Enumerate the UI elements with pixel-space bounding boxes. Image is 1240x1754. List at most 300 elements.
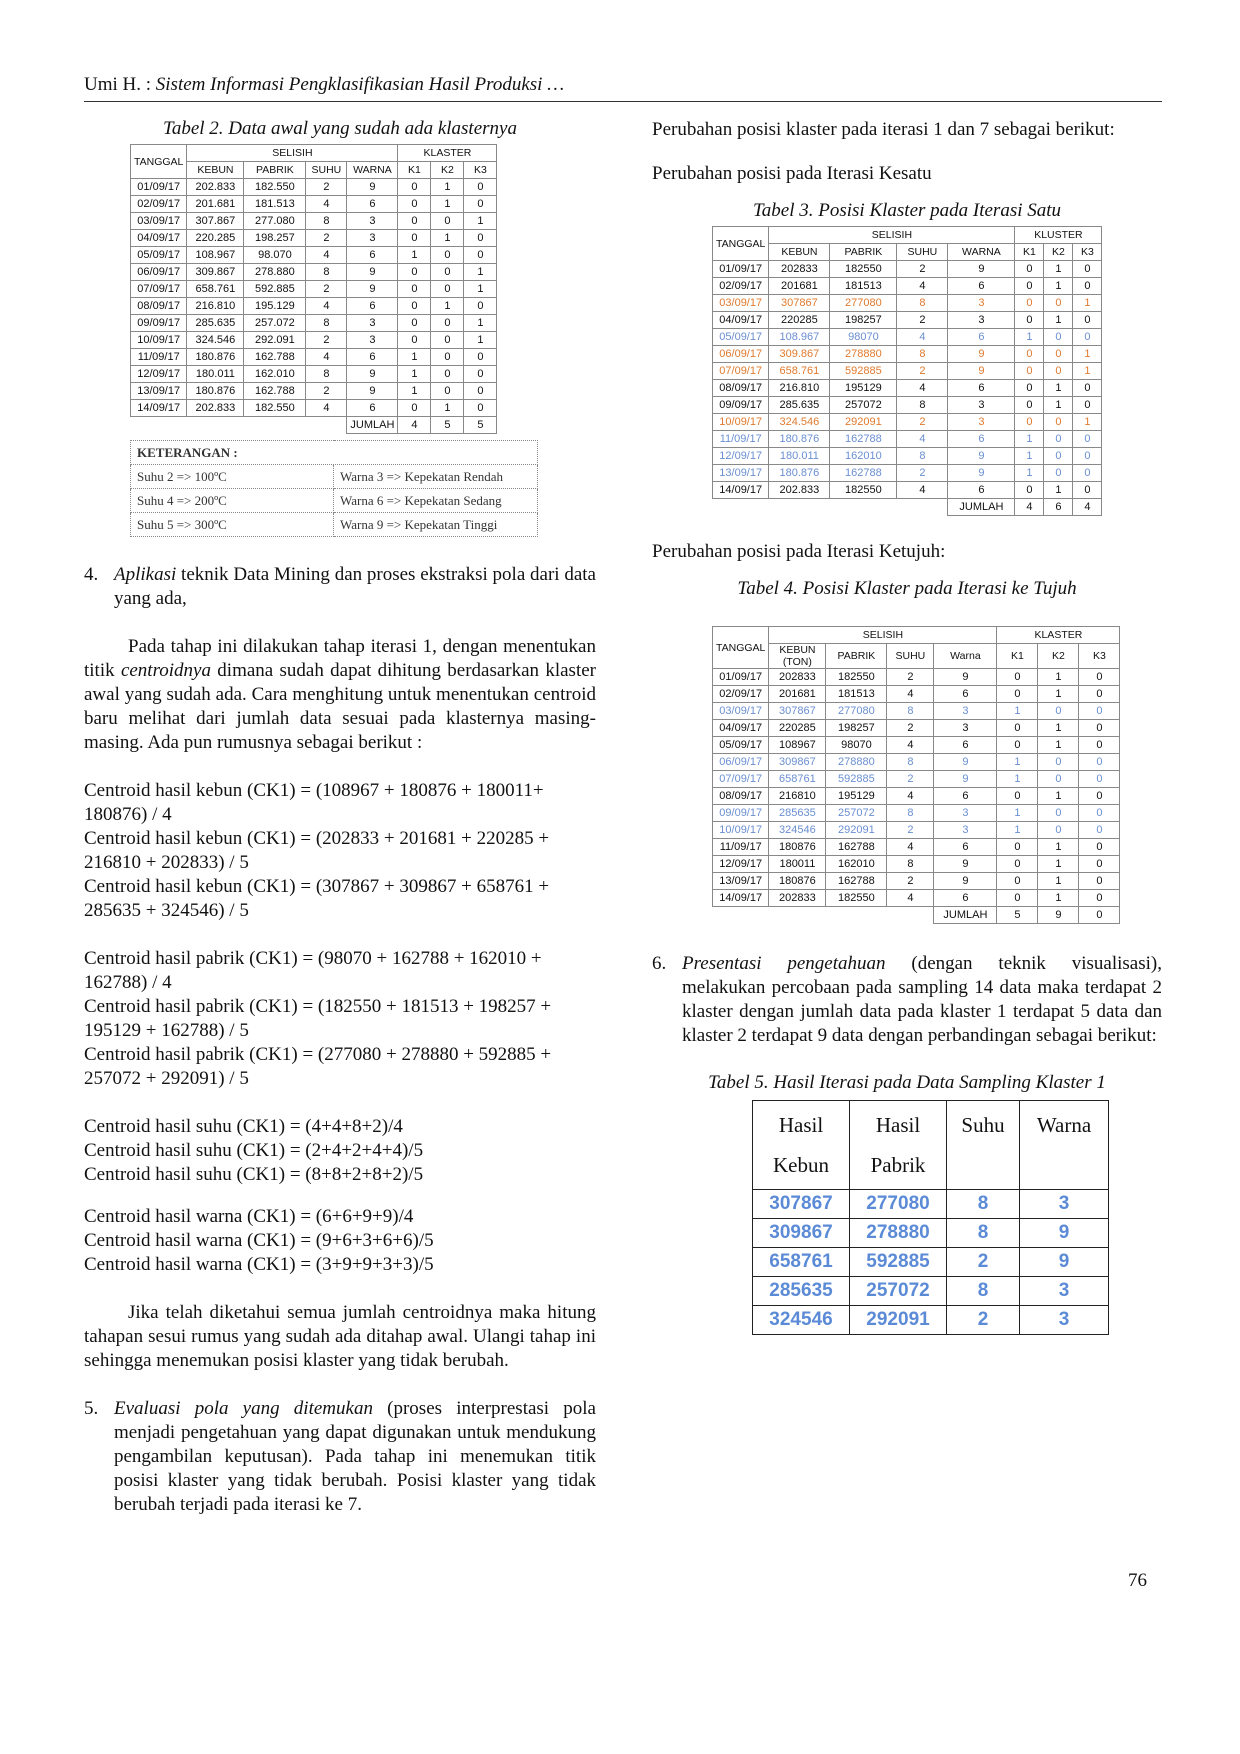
table3-cell: 03/09/17 [713, 295, 769, 312]
table2-cell: 0 [398, 315, 431, 332]
col-suhu: SUHU [897, 244, 948, 261]
formula-line: Centroid hasil pabrik (CK1) = (182550 + 181513 + 198257 + 195129 + 162788) / 5 [84, 996, 552, 1041]
table3-cell: 01/09/17 [713, 261, 769, 278]
table4-cell: 06/09/17 [713, 754, 769, 771]
table5-cell: 9 [1020, 1219, 1109, 1248]
table2 [130, 144, 497, 434]
table2-cell: 3 [347, 315, 398, 332]
table4-cell: 108967 [769, 737, 826, 754]
table2-jumlah-k1: 4 [398, 417, 431, 434]
table-row [713, 686, 1120, 703]
table4-cell: 4 [887, 890, 934, 907]
table2-cell: 292.091 [244, 332, 306, 349]
table-row [753, 1306, 1109, 1335]
table3-cell: 0 [1044, 329, 1073, 346]
table3-caption: Tabel 3. Posisi Klaster pada Iterasi Satu [752, 200, 1062, 221]
col-selisih: SELISIH [769, 227, 1015, 244]
table4-cell: 0 [1079, 805, 1120, 822]
table3-cell: 257072 [830, 397, 897, 414]
table3-cell: 08/09/17 [713, 380, 769, 397]
formulas-kebun [84, 779, 596, 923]
table2-cell: 0 [431, 332, 464, 349]
table2-cell: 0 [398, 230, 431, 247]
table4-cell: 180876 [769, 839, 826, 856]
table3-cell: 1 [1044, 278, 1073, 295]
running-header [84, 74, 1162, 96]
table4-cell: 1 [1038, 873, 1079, 890]
table2-cell: 2 [306, 383, 347, 400]
table4-cell: 0 [1079, 890, 1120, 907]
table-row [131, 213, 497, 230]
table5-body [753, 1190, 1109, 1335]
table3-cell: 14/09/17 [713, 482, 769, 499]
table2-cell: 1 [431, 230, 464, 247]
table4-cell: 180011 [769, 856, 826, 873]
table3-cell: 0 [1073, 397, 1102, 414]
table4-cell: 1 [997, 771, 1038, 788]
table3-cell: 202.833 [769, 482, 830, 499]
table2-cell: 1 [464, 213, 497, 230]
table2-cell: 0 [398, 196, 431, 213]
table3-cell: 0 [1015, 278, 1044, 295]
table-row [713, 448, 1102, 465]
table2-cell: 277.080 [244, 213, 306, 230]
table2-cell: 0 [464, 366, 497, 383]
table4-cell: 6 [934, 890, 997, 907]
table3-cell: 6 [948, 278, 1015, 295]
table2-cell: 8 [306, 366, 347, 383]
table3-cell: 05/09/17 [713, 329, 769, 346]
table4-cell: 0 [1079, 686, 1120, 703]
list-body [682, 952, 1162, 1048]
table4-cell: 12/09/17 [713, 856, 769, 873]
table3-cell: 13/09/17 [713, 465, 769, 482]
formula-line: Centroid hasil suhu (CK1) = (4+4+8+2)/4 [84, 1116, 403, 1137]
table3-cell: 292091 [830, 414, 897, 431]
table5-cell: 2 [947, 1306, 1020, 1335]
table3-cell: 4 [897, 278, 948, 295]
table4-cell: 162788 [826, 839, 887, 856]
col-hasil-kebun-line2: Kebun [773, 1153, 829, 1177]
header-rule [84, 101, 1162, 102]
table3-cell: 3 [948, 312, 1015, 329]
table-row [131, 315, 497, 332]
table3-cell: 592885 [830, 363, 897, 380]
table-row [131, 196, 497, 213]
table4-cell: 3 [934, 720, 997, 737]
table5-cell: 292091 [850, 1306, 947, 1335]
col-hasil-pabrik [850, 1101, 947, 1190]
col-k1: K1 [1015, 244, 1044, 261]
table-row [713, 856, 1120, 873]
col-hasil-pabrik-line2: Pabrik [870, 1153, 926, 1177]
col-warna: WARNA [347, 162, 398, 179]
table4-jumlah-label: JUMLAH [934, 907, 997, 924]
col-klaster: KLASTER [398, 145, 497, 162]
col-klaster: KLASTER [997, 627, 1120, 644]
table4-cell: 04/09/17 [713, 720, 769, 737]
table4-cell: 324546 [769, 822, 826, 839]
table5-cell: 2 [947, 1248, 1020, 1277]
table3-cell: 1 [1044, 261, 1073, 278]
table4-cell: 98070 [826, 737, 887, 754]
table3-cell: 0 [1044, 448, 1073, 465]
table2-cell: 658.761 [187, 281, 244, 298]
table3-cell: 4 [897, 329, 948, 346]
table3-cell: 0 [1073, 261, 1102, 278]
table4-cell: 1 [1038, 890, 1079, 907]
table4-cell: 13/09/17 [713, 873, 769, 890]
table3-cell: 6 [948, 431, 1015, 448]
table4-cell: 3 [934, 822, 997, 839]
table4-cell: 0 [1079, 720, 1120, 737]
keterangan-warna: Warna 9 => Kepekatan Tinggi [334, 513, 538, 537]
table4-cell: 08/09/17 [713, 788, 769, 805]
table2-cell: 201.681 [187, 196, 244, 213]
table2-cell: 6 [347, 247, 398, 264]
table4-cell: 0 [1038, 771, 1079, 788]
table5-cell: 3 [1020, 1306, 1109, 1335]
col-k2: K2 [1044, 244, 1073, 261]
table5 [752, 1100, 1109, 1335]
table3-cell: 162010 [830, 448, 897, 465]
table2-cell: 202.833 [187, 400, 244, 417]
table2-cell: 1 [431, 298, 464, 315]
table2-cell: 0 [431, 315, 464, 332]
table4-cell: 6 [934, 839, 997, 856]
table4-cell: 0 [1079, 703, 1120, 720]
table3-cell: 201681 [769, 278, 830, 295]
table2-cell: 8 [306, 315, 347, 332]
formula-line: Centroid hasil suhu (CK1) = (2+4+2+4+4)/5 [84, 1140, 424, 1161]
table4-wrapper [712, 626, 1162, 924]
table2-cell: 2 [306, 179, 347, 196]
formulas-pabrik [84, 947, 596, 1091]
table2-cell: 1 [398, 349, 431, 366]
table3-cell: 278880 [830, 346, 897, 363]
table3-cell: 0 [1044, 431, 1073, 448]
table3-cell: 1 [1015, 329, 1044, 346]
table-row [713, 703, 1120, 720]
table4-cell: 8 [887, 805, 934, 822]
col-suhu: SUHU [887, 644, 934, 669]
table4-cell: 0 [1079, 788, 1120, 805]
table-row [713, 312, 1102, 329]
table-row [713, 363, 1102, 380]
table-row [753, 1190, 1109, 1219]
table5-cell: 658761 [753, 1248, 850, 1277]
table3-cell: 0 [1044, 295, 1073, 312]
table5-cell: 592885 [850, 1248, 947, 1277]
left-column [84, 118, 596, 1517]
table3-cell: 6 [948, 482, 1015, 499]
table-row [131, 400, 497, 417]
col-warna: Warna [934, 644, 997, 669]
table2-cell: 1 [464, 264, 497, 281]
table2-cell: 3 [347, 213, 398, 230]
header-author: Umi H. : [84, 74, 156, 95]
table3-cell: 195129 [830, 380, 897, 397]
table2-cell: 8 [306, 264, 347, 281]
table4-cell: 162010 [826, 856, 887, 873]
col-k3: K3 [464, 162, 497, 179]
table4-cell: 05/09/17 [713, 737, 769, 754]
table3-cell: 9 [948, 448, 1015, 465]
table2-cell: 162.010 [244, 366, 306, 383]
table2-cell: 180.011 [187, 366, 244, 383]
table5-cell: 278880 [850, 1219, 947, 1248]
table4-cell: 10/09/17 [713, 822, 769, 839]
col-hasil-kebun-line1: Hasil [778, 1113, 824, 1137]
col-hasil-kebun [753, 1101, 850, 1190]
table4-cell: 0 [1038, 822, 1079, 839]
table2-cell: 0 [398, 264, 431, 281]
table5-cell: 8 [947, 1219, 1020, 1248]
table3-cell: 0 [1015, 380, 1044, 397]
table3-cell: 182550 [830, 482, 897, 499]
table3-cell: 0 [1073, 465, 1102, 482]
para1-term: centroidnya [120, 660, 211, 681]
table-row [713, 465, 1102, 482]
table2-cell: 182.550 [244, 400, 306, 417]
table2-cell: 9 [347, 366, 398, 383]
table4-cell: 307867 [769, 703, 826, 720]
table3-cell: 10/09/17 [713, 414, 769, 431]
table3-cell: 2 [897, 363, 948, 380]
table4-cell: 0 [1079, 856, 1120, 873]
table3-cell: 0 [1015, 397, 1044, 414]
table4-cell: 277080 [826, 703, 887, 720]
table4-cell: 4 [887, 737, 934, 754]
table3-cell: 3 [948, 295, 1015, 312]
table2-cell: 278.880 [244, 264, 306, 281]
table2-cell: 03/09/17 [131, 213, 187, 230]
table2-cell: 0 [464, 400, 497, 417]
table2-cell: 13/09/17 [131, 383, 187, 400]
table2-cell: 98.070 [244, 247, 306, 264]
col-k3: K3 [1073, 244, 1102, 261]
table3-cell: 11/09/17 [713, 431, 769, 448]
table5-caption: Tabel 5. Hasil Iterasi pada Data Sampling Klaster 1 [708, 1072, 1106, 1093]
table3-blank [713, 499, 948, 516]
table3-cell: 2 [897, 312, 948, 329]
table4-cell: 02/09/17 [713, 686, 769, 703]
table2-cell: 2 [306, 281, 347, 298]
table2-cell: 1 [431, 179, 464, 196]
table4-cell: 6 [934, 788, 997, 805]
table4-cell: 0 [997, 788, 1038, 805]
table4-cell: 198257 [826, 720, 887, 737]
table4-jumlah-k2: 9 [1038, 907, 1079, 924]
table4-cell: 9 [934, 669, 997, 686]
table-row [713, 873, 1120, 890]
table-row [713, 720, 1120, 737]
table3-cell: 1 [1015, 448, 1044, 465]
table-row [753, 1219, 1109, 1248]
table5-cell: 324546 [753, 1306, 850, 1335]
col-tanggal: TANGGAL [713, 227, 769, 261]
table4-cell: 202833 [769, 890, 826, 907]
table2-cell: 4 [306, 298, 347, 315]
para1-start: Pada tahap ini dilakukan tahap iterasi 1, dengan menentukan titik [84, 636, 596, 681]
col-kebun: KEBUN [187, 162, 244, 179]
table4-cell: 0 [997, 839, 1038, 856]
table4-cell: 09/09/17 [713, 805, 769, 822]
table-row [713, 669, 1120, 686]
table3-cell: 220285 [769, 312, 830, 329]
table-row [131, 332, 497, 349]
table4-cell: 2 [887, 771, 934, 788]
table2-cell: 1 [464, 315, 497, 332]
table2-cell: 10/09/17 [131, 332, 187, 349]
table5-cell: 3 [1020, 1277, 1109, 1306]
table2-cell: 6 [347, 400, 398, 417]
table-row [131, 298, 497, 315]
table2-cell: 4 [306, 349, 347, 366]
table3-cell: 4 [897, 380, 948, 397]
table4-cell: 3 [934, 805, 997, 822]
formula-line: Centroid hasil warna (CK1) = (6+6+9+9)/4 [84, 1206, 414, 1227]
col-k3: K3 [1079, 644, 1120, 669]
table2-cell: 1 [464, 332, 497, 349]
table-row [713, 278, 1102, 295]
table3-cell: 180.876 [769, 465, 830, 482]
table2-cell: 02/09/17 [131, 196, 187, 213]
table2-caption: Tabel 2. Data awal yang sudah ada klasternya [163, 118, 517, 139]
table3-cell: 1 [1073, 346, 1102, 363]
table2-body [131, 179, 497, 417]
table3-body [713, 261, 1102, 499]
table3-jumlah-k1: 4 [1015, 499, 1044, 516]
table5-cell: 309867 [753, 1219, 850, 1248]
table3-cell: 0 [1073, 380, 1102, 397]
table4-cell: 11/09/17 [713, 839, 769, 856]
formula-line: Centroid hasil pabrik (CK1) = (277080 + 278880 + 592885 + 257072 + 292091) / 5 [84, 1044, 552, 1089]
table4-cell: 0 [1038, 703, 1079, 720]
table3-cell: 4 [897, 482, 948, 499]
table-row [713, 295, 1102, 312]
table4-cell: 2 [887, 873, 934, 890]
table-row [713, 346, 1102, 363]
table3-cell: 3 [948, 414, 1015, 431]
table-row [713, 737, 1120, 754]
table2-cell: 257.072 [244, 315, 306, 332]
col-suhu: Suhu [947, 1101, 1020, 1190]
table2-cell: 14/09/17 [131, 400, 187, 417]
table3-cell: 04/09/17 [713, 312, 769, 329]
table3-cell: 9 [948, 346, 1015, 363]
table4-cell: 658761 [769, 771, 826, 788]
table4-cell: 0 [997, 873, 1038, 890]
table-row [131, 366, 497, 383]
table4-body [713, 669, 1120, 907]
list-number: 4. [84, 564, 99, 585]
table3-cell: 1 [1015, 465, 1044, 482]
table2-cell: 1 [464, 281, 497, 298]
table2-cell: 05/09/17 [131, 247, 187, 264]
keterangan-suhu: Suhu 2 => 100ºC [131, 465, 334, 489]
table3-cell: 0 [1044, 363, 1073, 380]
list-number: 5. [84, 1398, 99, 1419]
table4-cell: 9 [934, 754, 997, 771]
table4-cell: 1 [1038, 839, 1079, 856]
table2-cell: 07/09/17 [131, 281, 187, 298]
table3-cell: 0 [1015, 482, 1044, 499]
table3-cell: 0 [1044, 465, 1073, 482]
table3-cell: 162788 [830, 465, 897, 482]
table2-cell: 6 [347, 298, 398, 315]
table2-cell: 0 [398, 400, 431, 417]
table3-cell: 658.761 [769, 363, 830, 380]
table3-cell: 2 [897, 414, 948, 431]
table4-cell: 257072 [826, 805, 887, 822]
table-row [713, 414, 1102, 431]
item4-term: Aplikasi [114, 564, 177, 585]
table2-wrapper [130, 144, 596, 537]
formula-line: Centroid hasil kebun (CK1) = (108967 + 180876 + 180011+ 180876) / 4 [84, 780, 544, 825]
table3-cell: 1 [1044, 397, 1073, 414]
keterangan-table [130, 440, 538, 537]
table-row [131, 264, 497, 281]
table4-cell: 0 [1079, 669, 1120, 686]
list-body [114, 563, 596, 611]
table2-cell: 1 [398, 366, 431, 383]
table4-cell: 9 [934, 771, 997, 788]
table4-cell: 9 [934, 873, 997, 890]
table4-cell: 1 [1038, 788, 1079, 805]
col-klaster: KLUSTER [1015, 227, 1102, 244]
table4-cell: 8 [887, 856, 934, 873]
table-row [131, 383, 497, 400]
table3-cell: 1 [1044, 482, 1073, 499]
table4-cell: 592885 [826, 771, 887, 788]
table4-cell: 01/09/17 [713, 669, 769, 686]
table4-cell: 181513 [826, 686, 887, 703]
table4-cell: 3 [934, 703, 997, 720]
table2-jumlah-label: JUMLAH [347, 417, 398, 434]
table2-cell: 324.546 [187, 332, 244, 349]
table4-cell: 180876 [769, 873, 826, 890]
table5-cell: 285635 [753, 1277, 850, 1306]
table3-cell: 198257 [830, 312, 897, 329]
table4-cell: 0 [1038, 754, 1079, 771]
table2-cell: 0 [431, 213, 464, 230]
table4-cell: 162788 [826, 873, 887, 890]
col-pabrik: PABRIK [830, 244, 897, 261]
table4-cell: 0 [997, 856, 1038, 873]
col-k1: K1 [398, 162, 431, 179]
table5-cell: 9 [1020, 1248, 1109, 1277]
formula-line: Centroid hasil warna (CK1) = (3+9+9+3+3)/5 [84, 1254, 434, 1275]
table2-cell: 0 [431, 383, 464, 400]
table4-cell: 0 [1038, 805, 1079, 822]
col-k2: K2 [431, 162, 464, 179]
table-row [713, 261, 1102, 278]
table2-cell: 0 [464, 196, 497, 213]
keterangan-warna: Warna 3 => Kepekatan Rendah [334, 465, 538, 489]
table2-cell: 08/09/17 [131, 298, 187, 315]
table3-cell: 324.546 [769, 414, 830, 431]
table4-cell: 07/09/17 [713, 771, 769, 788]
table2-cell: 0 [398, 298, 431, 315]
table-row [131, 179, 497, 196]
table3-cell: 12/09/17 [713, 448, 769, 465]
table-row [131, 281, 497, 298]
item5-term: Evaluasi pola yang ditemukan [114, 1398, 373, 1419]
table4-cell: 182550 [826, 669, 887, 686]
table4-cell: 4 [887, 839, 934, 856]
table3-cell: 0 [1073, 329, 1102, 346]
